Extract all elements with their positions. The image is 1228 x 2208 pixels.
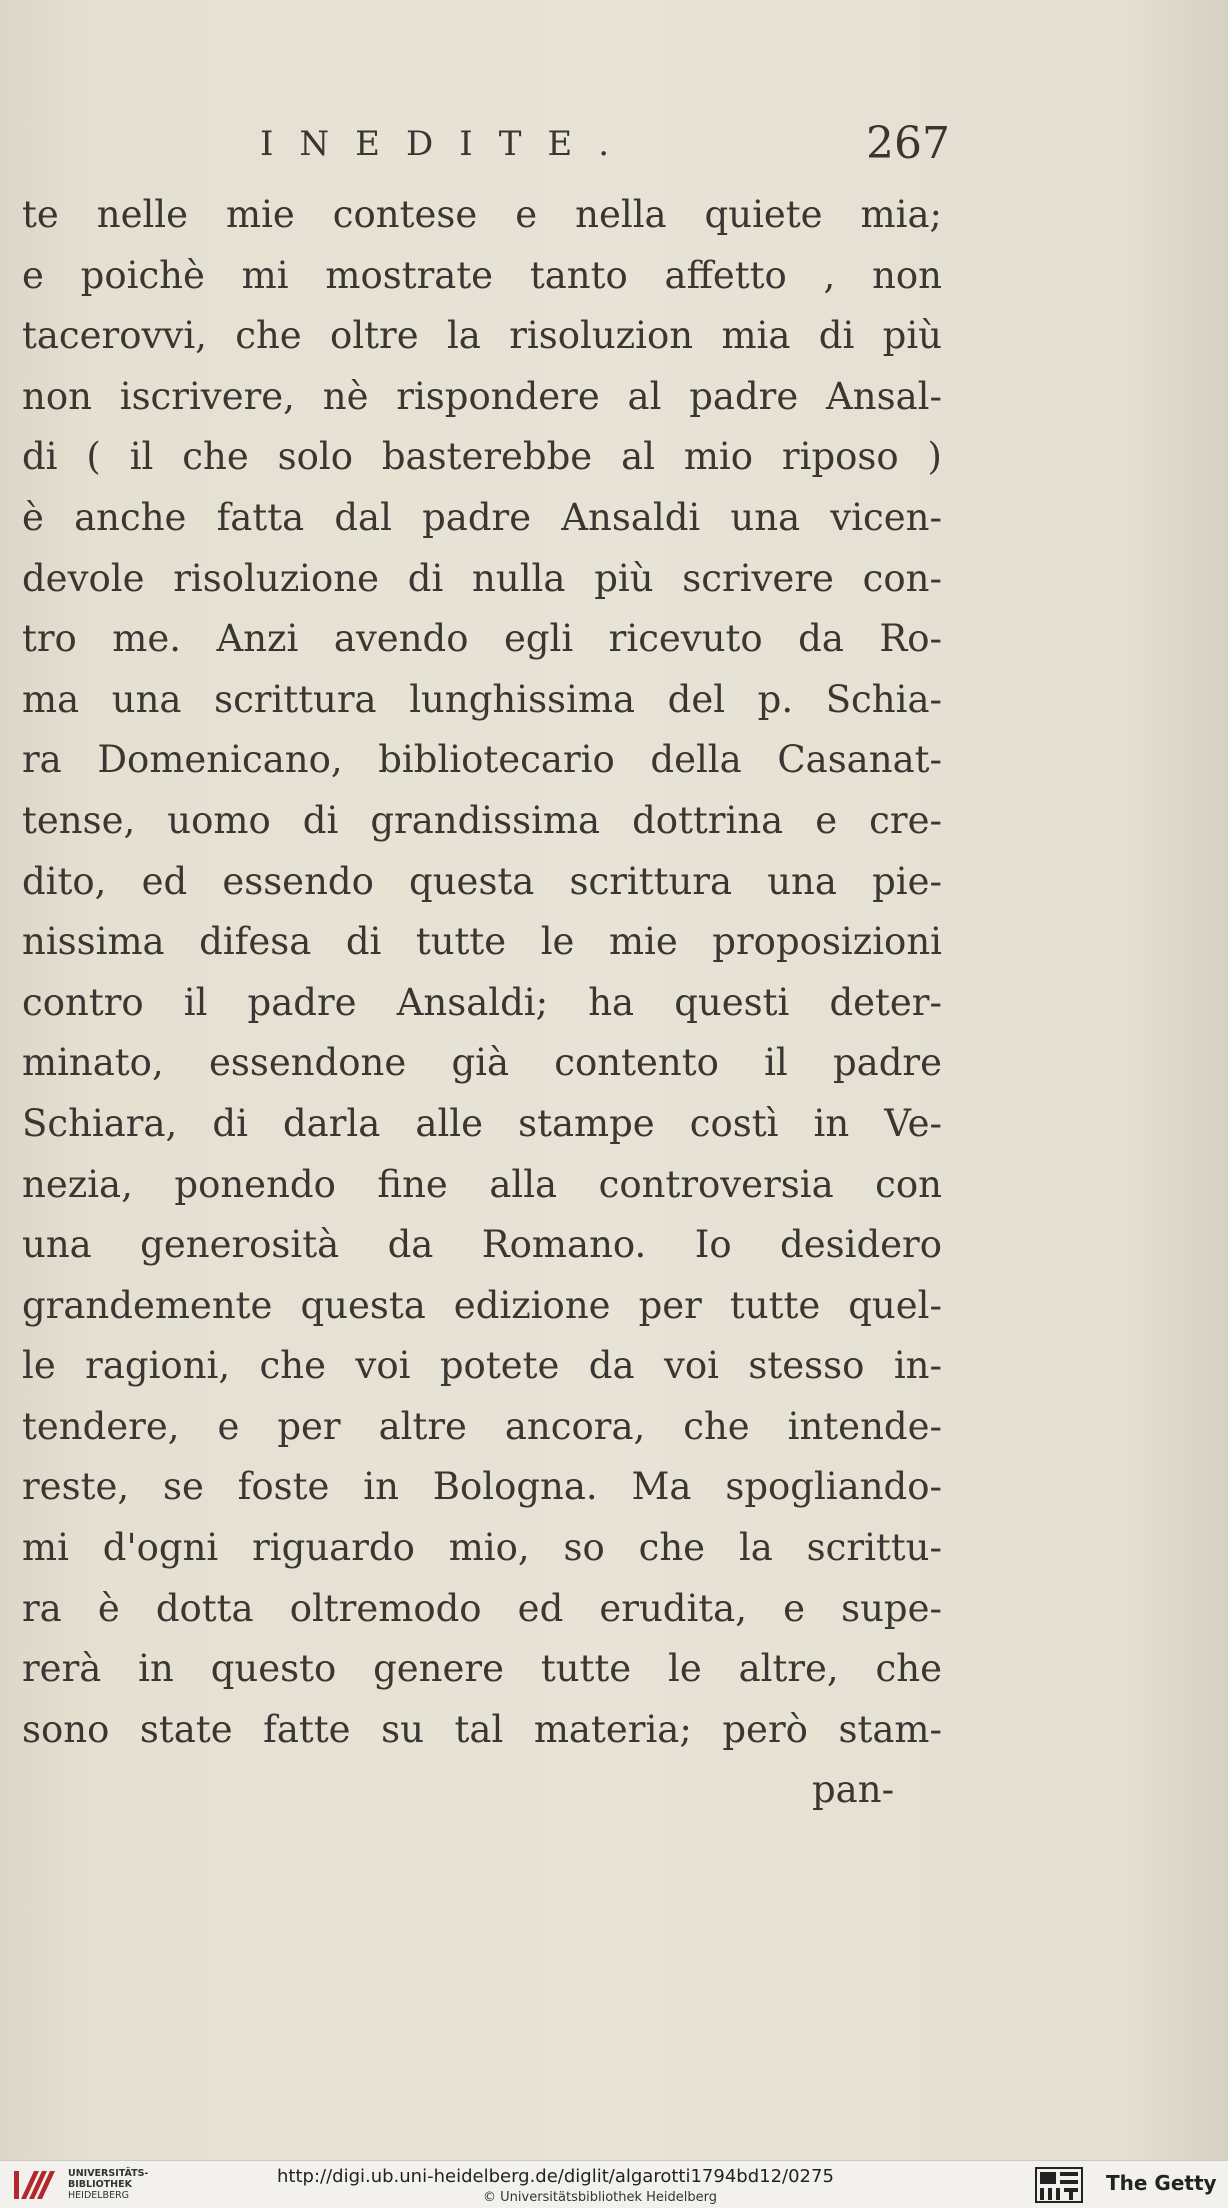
text-line: tense, uomo di grandissima dottrina e cre-	[22, 798, 942, 842]
text-line: tro me. Anzi avendo egli ricevuto da Ro-	[22, 617, 942, 661]
text-line: è anche fatta dal padre Ansaldi una vicen-	[22, 495, 942, 539]
text-line: te nelle mie contese e nella quiete mia;	[22, 193, 942, 236]
text-line: tacerovvi, che oltre la risoluzion mia di più	[22, 314, 942, 358]
text-line: ra è dotta oltremodo ed erudita, e supe-	[22, 1586, 942, 1630]
text-line: mi d'ogni riguardo mio, so che la scrittu-	[22, 1526, 942, 1570]
footer-bar	[0, 2160, 1228, 2208]
text-line: grandemente questa edizione per tutte quel-	[22, 1283, 942, 1327]
text-line: sono state fatte su tal materia; però stam-	[22, 1707, 942, 1751]
body-text	[22, 185, 942, 1760]
text-line: contro il padre Ansaldi; ha questi deter-	[22, 980, 942, 1024]
text-line: nezia, ponendo fine alla controversia con	[22, 1162, 942, 1206]
running-head: INEDITE.	[260, 124, 635, 164]
text-line: tendere, e per altre ancora, che intende-	[22, 1404, 942, 1448]
library-name	[68, 2168, 148, 2201]
text-line: minato, essendone già contento il padre	[22, 1041, 942, 1085]
text-line: nissima difesa di tutte le mie proposizioni	[22, 920, 942, 964]
text-line: le ragioni, che voi potete da voi stesso in-	[22, 1344, 942, 1388]
text-line: rerà in questo genere tutte le altre, che	[22, 1647, 942, 1691]
library-name-line: UNIVERSITÄTS-	[68, 2168, 149, 2179]
text-line: Schiara, di darla alle stampe costì in Ve-	[22, 1101, 942, 1145]
getty-name: The Getty	[1106, 2171, 1217, 2195]
university-library-logo-icon[interactable]	[12, 2167, 62, 2203]
page-header	[260, 118, 960, 178]
text-line: dito, ed essendo questa scrittura una pie-	[22, 859, 942, 903]
text-line: e poichè mi mostrate tanto affetto , non	[22, 253, 942, 297]
permalink-url[interactable]: http://digi.ub.uni-heidelberg.de/diglit/algarotti1794bd12/0275	[277, 2166, 834, 2187]
text-line: reste, se foste in Bologna. Ma spogliando-	[22, 1465, 942, 1509]
page-number: 267	[866, 118, 950, 169]
text-line: ma una scrittura lunghissima del p. Schia-	[22, 677, 942, 721]
text-line: devole risoluzione di nulla più scrivere con-	[22, 556, 942, 600]
getty-logo-icon[interactable]	[1034, 2166, 1084, 2204]
library-name-line: BIBLIOTHEK	[68, 2179, 132, 2190]
text-line: di ( il che solo basterebbe al mio riposo )	[22, 435, 942, 479]
library-name-line: HEIDELBERG	[68, 2190, 130, 2201]
text-line: non iscrivere, nè rispondere al padre Ansal-	[22, 374, 942, 418]
catchword: pan-	[812, 1768, 895, 1811]
copyright-notice: © Universitätsbibliothek Heidelberg	[483, 2190, 718, 2205]
text-line: ra Domenicano, bibliotecario della Casanat-	[22, 738, 942, 782]
text-line: una generosità da Romano. Io desidero	[22, 1223, 942, 1267]
